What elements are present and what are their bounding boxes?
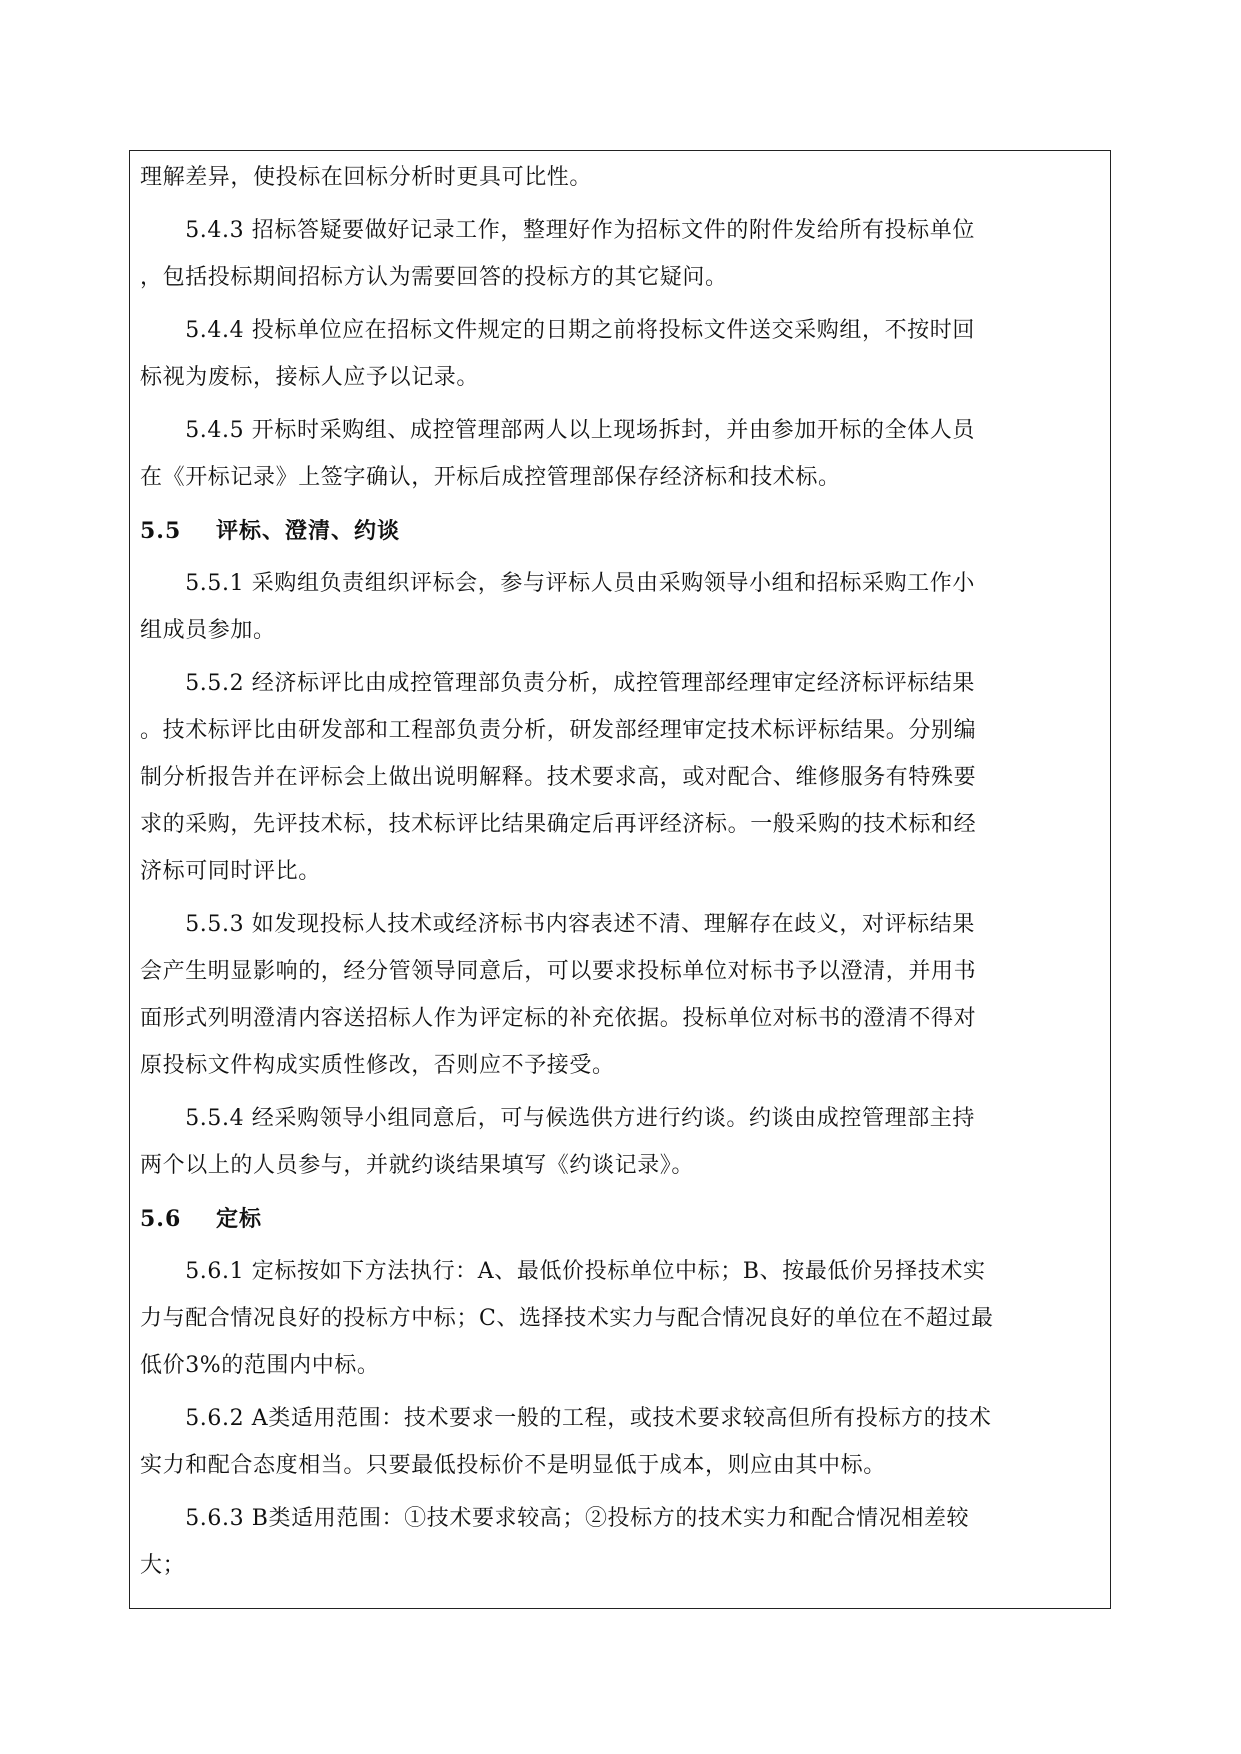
- section-number: 5.6: [140, 1206, 182, 1232]
- section-title: 定标: [216, 1206, 263, 1232]
- body-text-line: 5.6.3 B类适用范围：①技术要求较高；②投标方的技术实力和配合情况相差较: [140, 1506, 970, 1531]
- body-text-line: 5.6.2 A类适用范围：技术要求一般的工程，或技术要求较高但所有投标方的技术: [140, 1406, 992, 1431]
- body-text-line: 5.5.4 经采购领导小组同意后，可与候选供方进行约谈。约谈由成控管理部主持: [140, 1106, 975, 1131]
- body-text-line: 5.6.1 定标按如下方法执行：A、最低价投标单位中标；B、按最低价另择技术实: [140, 1259, 986, 1284]
- section-number: 5.5: [140, 518, 182, 544]
- body-text-line: 5.5.3 如发现投标人技术或经济标书内容表述不清、理解存在歧义，对评标结果: [140, 912, 975, 937]
- body-text-line: 实力和配合态度相当。只要最低投标价不是明显低于成本，则应由其中标。: [140, 1453, 886, 1478]
- body-text-line: 标视为废标，接标人应予以记录。: [140, 365, 480, 390]
- body-text-line: 会产生明显影响的，经分管领导同意后，可以要求投标单位对标书予以澄清，并用书: [140, 959, 977, 984]
- body-text-line: 理解差异，使投标在回标分析时更具可比性。: [140, 165, 593, 190]
- body-text-line: 力与配合情况良好的投标方中标；C、选择技术实力与配合情况良好的单位在不超过最: [140, 1306, 994, 1331]
- section-title: 评标、澄清、约谈: [216, 518, 401, 544]
- body-text-line: 低价3%的范围内中标。: [140, 1353, 380, 1378]
- body-text-line: 求的采购，先评技术标，技术标评比结果确定后再评经济标。一般采购的技术标和经: [140, 812, 977, 837]
- body-text-line: ，包括投标期间招标方认为需要回答的投标方的其它疑问。: [140, 265, 728, 290]
- body-text-line: 两个以上的人员参与，并就约谈结果填写《约谈记录》。: [140, 1153, 695, 1178]
- body-text-line: 组成员参加。: [140, 618, 276, 643]
- body-text-line: 大；: [140, 1553, 186, 1578]
- section-heading: [140, 1204, 1100, 1234]
- body-text-line: 5.4.4 投标单位应在招标文件规定的日期之前将投标文件送交采购组，不按时回: [140, 318, 975, 343]
- body-text-line: 5.5.1 采购组负责组织评标会，参与评标人员由采购领导小组和招标采购工作小: [140, 571, 975, 596]
- body-text-line: 5.4.3 招标答疑要做好记录工作，整理好作为招标文件的附件发给所有投标单位: [140, 218, 975, 243]
- body-text-line: 。技术标评比由研发部和工程部负责分析，研发部经理审定技术标评标结果。分别编: [140, 718, 977, 743]
- section-heading: [140, 516, 1100, 546]
- body-text-line: 济标可同时评比。: [140, 859, 321, 884]
- body-text-line: 在《开标记录》上签字确认，开标后成控管理部保存经济标和技术标。: [140, 465, 841, 490]
- body-text-line: 面形式列明澄清内容送招标人作为评定标的补充依据。投标单位对标书的澄清不得对: [140, 1006, 977, 1031]
- body-text-line: 制分析报告并在评标会上做出说明解释。技术要求高，或对配合、维修服务有特殊要: [140, 765, 977, 790]
- body-text-line: 原投标文件构成实质性修改，否则应不予接受。: [140, 1053, 615, 1078]
- body-text-line: 5.5.2 经济标评比由成控管理部负责分析，成控管理部经理审定经济标评标结果: [140, 671, 975, 696]
- body-text-line: 5.4.5 开标时采购组、成控管理部两人以上现场拆封，并由参加开标的全体人员: [140, 418, 975, 443]
